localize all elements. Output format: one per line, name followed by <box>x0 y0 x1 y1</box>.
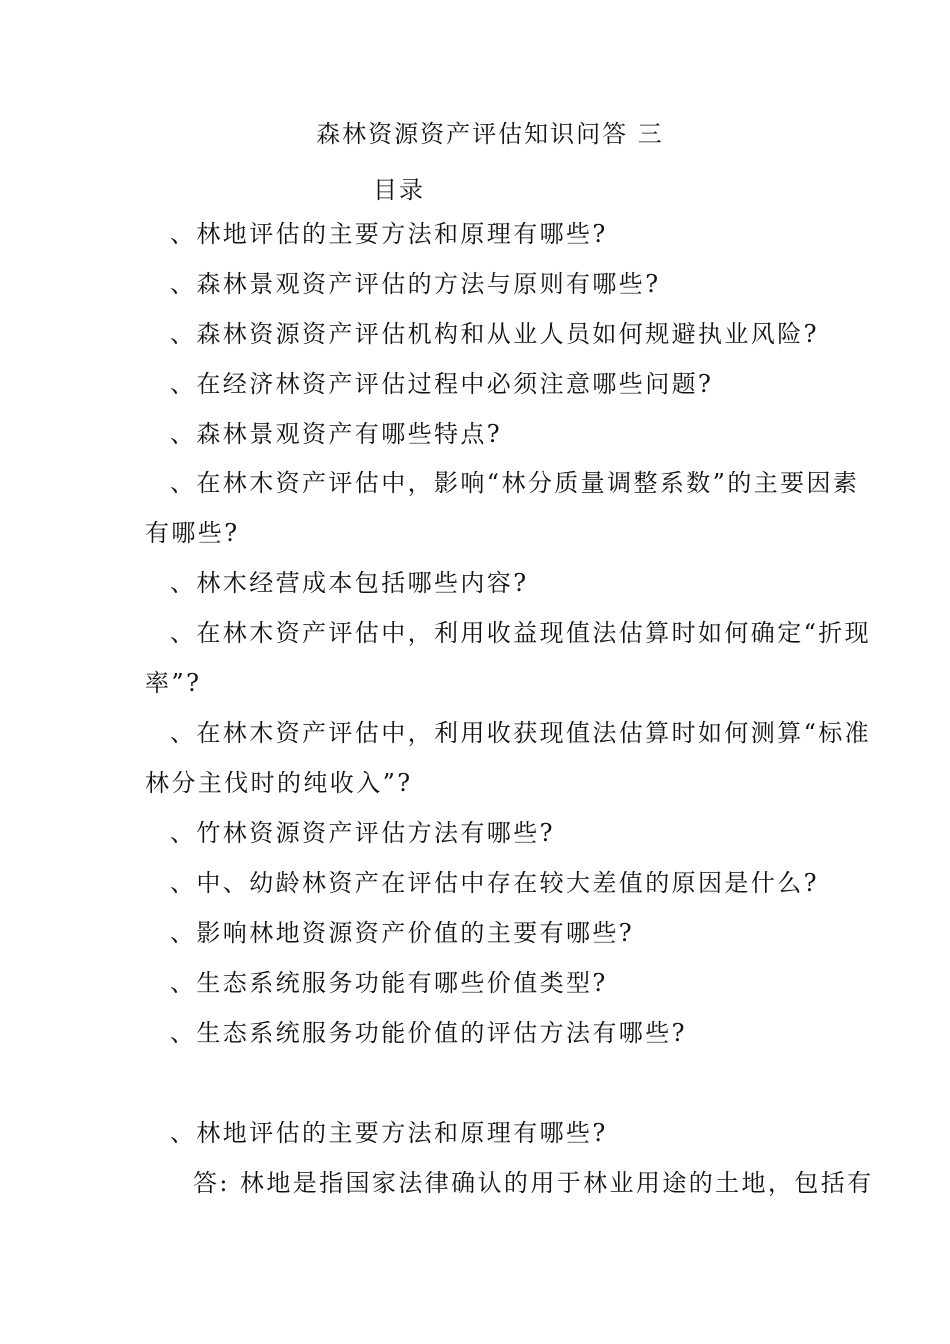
toc-item: 、在经济林资产评估过程中必须注意哪些问题? <box>170 370 714 398</box>
toc-item: 、森林景观资产有哪些特点? <box>170 420 503 448</box>
toc-item: 、在林木资产评估中，利用收获现值法估算时如何测算“标准 <box>170 719 872 747</box>
toc-item: 、森林资源资产评估机构和从业人员如何规避执业风险? <box>170 320 819 348</box>
toc-item-continuation: 有哪些? <box>145 519 240 547</box>
section-heading: 、林地评估的主要方法和原理有哪些? <box>170 1119 608 1147</box>
toc-item: 、影响林地资源资产价值的主要有哪些? <box>170 919 635 947</box>
toc-item-continuation: 林分主伐时的纯收入”? <box>145 769 413 797</box>
toc-item: 、林地评估的主要方法和原理有哪些? <box>170 220 608 248</box>
toc-item: 、森林景观资产评估的方法与原则有哪些? <box>170 270 661 298</box>
answer-paragraph: 答: 林地是指国家法律确认的用于林业用途的土地，包括有 <box>193 1169 874 1197</box>
toc-heading: 目录 <box>373 176 425 204</box>
toc-item: 、生态系统服务功能有哪些价值类型? <box>170 969 608 997</box>
toc-item: 、生态系统服务功能价值的评估方法有哪些? <box>170 1019 687 1047</box>
toc-item: 、竹林资源资产评估方法有哪些? <box>170 819 555 847</box>
document-title: 森林资源资产评估知识问答 三 <box>316 120 664 148</box>
toc-item: 、中、幼龄林资产在评估中存在较大差值的原因是什么? <box>170 869 819 897</box>
toc-item: 、在林木资产评估中，影响“林分质量调整系数”的主要因素 <box>170 469 860 497</box>
toc-item: 、在林木资产评估中，利用收益现值法估算时如何确定“折现 <box>170 619 872 647</box>
toc-item-continuation: 率”? <box>145 669 202 697</box>
toc-item: 、林木经营成本包括哪些内容? <box>170 569 529 597</box>
